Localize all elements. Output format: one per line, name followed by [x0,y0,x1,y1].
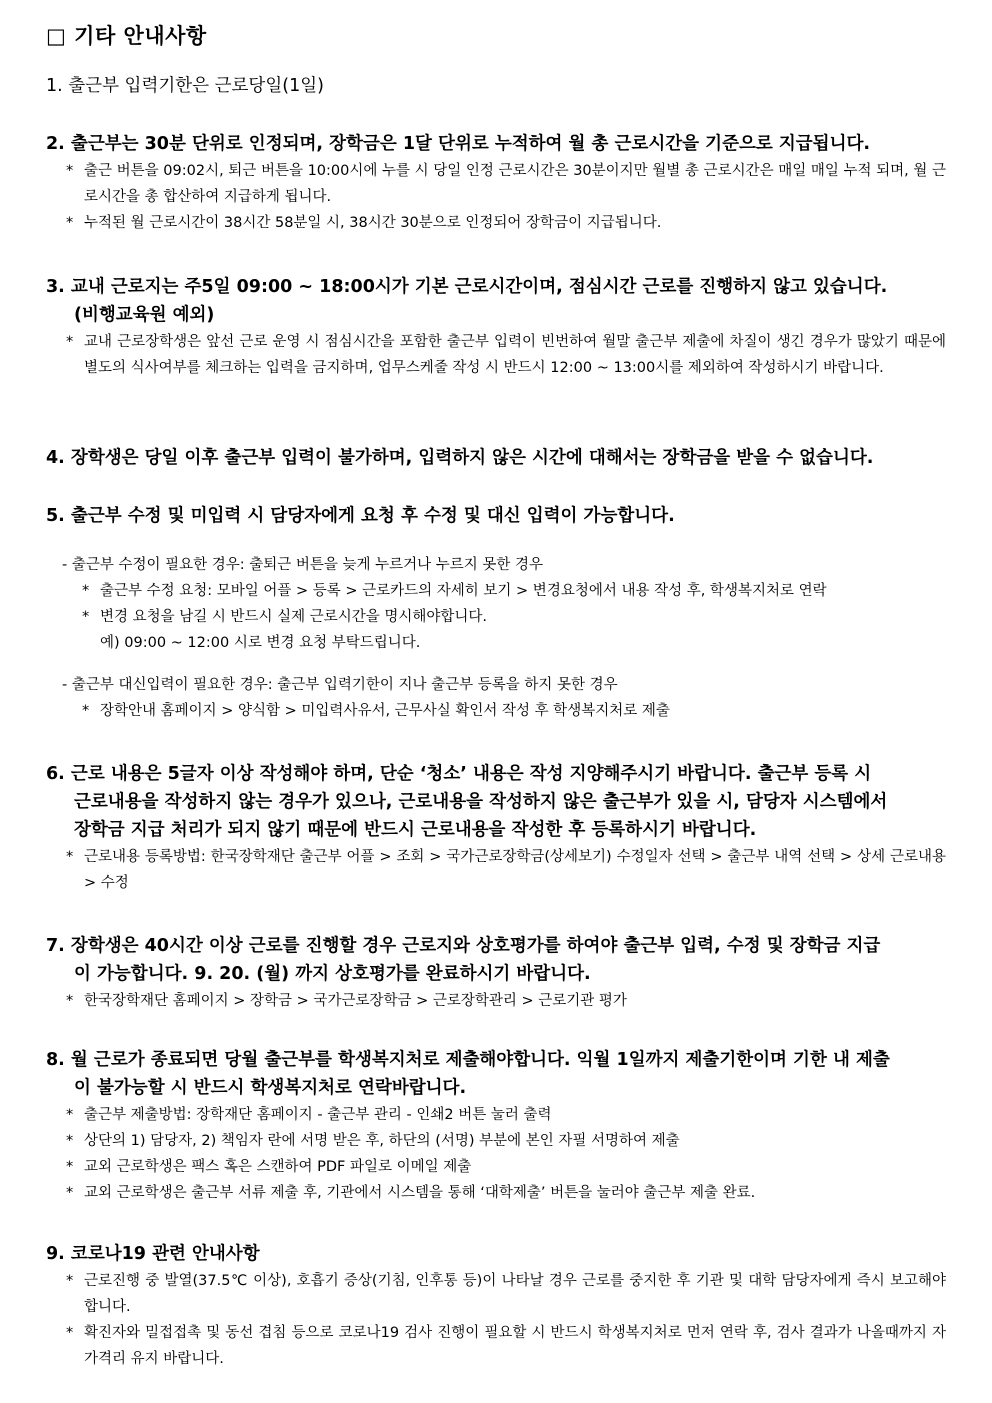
note-text: 출근 버튼을 09:02시, 퇴근 버튼을 10:00시에 누를 시 당일 인정 근로시간은 30분이지만 월별 총 근로시간은 매일 매일 누적 되며, 월 근로시간을 총 합산하여 지급하게 됩니다. [84,163,946,205]
note-text: 확진자와 밀접접촉 및 동선 겹침 등으로 코로나19 검사 진행이 필요할 시 반드시 학생복지처로 먼저 연락 후, 검사 결과가 나올때까지 자가격리 유지 바랍니다. [84,1325,946,1367]
note-text: 출근부 수정 요청: 모바일 어플 > 등록 > 근로카드의 자세히 보기 > 변경요청에서 내용 작성 후, 학생복지처로 연락 [100,583,827,599]
note [46,604,946,630]
section-1 [46,72,946,100]
section-2 [46,130,946,236]
bullet-icon: * [66,1273,74,1289]
note [46,1154,946,1180]
note-text: 상단의 1) 담당자, 2) 책임자 란에 서명 받은 후, 하단의 (서명) 부분에 본인 자필 서명하여 제출 [84,1133,680,1149]
section-9 [46,1240,946,1372]
section-6-heading-cont: 근로내용을 작성하지 않는 경우가 있으나, 근로내용을 작성하지 않은 출근부가 있을 시, 담당자 시스템에서 [74,792,888,812]
note [46,1180,946,1206]
note [46,210,946,236]
section-4-heading: 4. 장학생은 당일 이후 출근부 입력이 불가하며, 입력하지 않은 시간에 대해서는 장학금을 받을 수 없습니다. [46,448,874,468]
note [46,1128,946,1154]
section-6-heading-cont: 장학금 지급 처리가 되지 않기 때문에 반드시 근로내용을 작성한 후 등록하시기 바랍니다. [74,820,757,840]
note [46,1320,946,1372]
note [46,844,946,896]
note [46,578,946,604]
bullet-icon: * [66,334,74,350]
note-text: 근로진행 중 발열(37.5℃ 이상), 호흡기 증상(기침, 인후통 등)이 나타날 경우 근로를 중지한 후 기관 및 대학 담당자에게 즉시 보고해야합니다. [84,1273,946,1315]
section-8-heading: 8. 월 근로가 종료되면 당월 출근부를 학생복지처로 제출해야합니다. 익월 1일까지 제출기한이며 기한 내 제출 [46,1050,890,1070]
note-text: 교내 근로장학생은 앞선 근로 운영 시 점심시간을 포함한 출근부 입력이 빈번하여 월말 출근부 제출에 차질이 생긴 경우가 많았기 때문에 별도의 식사여부를 체크하는 입력을 금지하며, 업무스케줄 작성 시 반드시 12:00 ~ 13:00시를 제외하여 작성하시기 바랍니다. [84,334,946,376]
bullet-icon: * [66,993,74,1009]
section-6 [46,760,946,896]
note-text: 누적된 월 근로시간이 38시간 58분일 시, 38시간 30분으로 인정되어 장학금이 지급됩니다. [84,215,662,231]
bullet-icon: * [66,849,74,865]
bullet-icon: * [82,703,90,719]
section-2-heading: 2. 출근부는 30분 단위로 인정되며, 장학금은 1달 단위로 누적하여 월 총 근로시간을 기준으로 지급됩니다. [46,134,871,154]
section-5 [46,502,946,724]
bullet-icon: * [66,163,74,179]
section-3-heading-cont: (비행교육원 예외) [74,305,215,325]
bullet-icon: * [66,215,74,231]
note [46,329,946,381]
bullet-icon: * [66,1133,74,1149]
note [46,1102,946,1128]
bullet-icon: * [66,1325,74,1341]
bullet-icon: * [66,1159,74,1175]
note-text: 교외 근로학생은 팩스 혹은 스캔하여 PDF 파일로 이메일 제출 [84,1159,472,1175]
bullet-icon: * [66,1107,74,1123]
case-modify: - 출근부 수정이 필요한 경우: 출퇴근 버튼을 늦게 누르거나 누르지 못한 경우 [62,557,544,573]
section-8 [46,1046,946,1206]
example-text: 예) 09:00 ~ 12:00 시로 변경 요청 부탁드립니다. [100,635,421,651]
section-7 [46,932,946,1014]
bullet-icon: * [82,583,90,599]
section-1-heading: 1. 출근부 입력기한은 근로당일(1일) [46,76,324,96]
note [46,1268,946,1320]
page-title: □ 기타 안내사항 [46,24,207,48]
section-9-heading: 9. 코로나19 관련 안내사항 [46,1244,260,1264]
bullet-icon: * [82,609,90,625]
note-text: 교외 근로학생은 출근부 서류 제출 후, 기관에서 시스템을 통해 ‘대학제출’ 버튼을 눌러야 출근부 제출 완료. [84,1185,756,1201]
section-6-heading: 6. 근로 내용은 5글자 이상 작성해야 하며, 단순 ‘청소’ 내용은 작성 지양해주시기 바랍니다. 출근부 등록 시 [46,764,872,784]
section-7-heading: 7. 장학생은 40시간 이상 근로를 진행할 경우 근로지와 상호평가를 하여야 출근부 입력, 수정 및 장학금 지급 [46,936,881,956]
note-text: 변경 요청을 남길 시 반드시 실제 근로시간을 명시해야합니다. [100,609,488,625]
section-5-heading: 5. 출근부 수정 및 미입력 시 담당자에게 요청 후 수정 및 대신 입력이 가능합니다. [46,506,675,526]
note-text: 근로내용 등록방법: 한국장학재단 출근부 어플 > 조회 > 국가근로장학금(상세보기) 수정일자 선택 > 출근부 내역 선택 > 상세 근로내용 > 수정 [84,849,946,891]
section-8-heading-cont: 이 불가능할 시 반드시 학생복지처로 연락바랍니다. [74,1078,467,1098]
note-text: 출근부 제출방법: 장학재단 홈페이지 - 출근부 관리 - 인쇄2 버튼 눌러 출력 [84,1107,552,1123]
case-proxy-input: - 출근부 대신입력이 필요한 경우: 출근부 입력기한이 지나 출근부 등록을 하지 못한 경우 [62,677,618,693]
note [46,158,946,210]
note [46,698,946,724]
section-3 [46,273,946,381]
note-text: 한국장학재단 홈페이지 > 장학금 > 국가근로장학금 > 근로장학관리 > 근로기관 평가 [84,993,627,1009]
note [46,988,946,1014]
section-7-heading-cont: 이 가능합니다. 9. 20. (월) 까지 상호평가를 완료하시기 바랍니다. [74,964,591,984]
note-text: 장학안내 홈페이지 > 양식함 > 미입력사유서, 근무사실 확인서 작성 후 학생복지처로 제출 [100,703,670,719]
section-4 [46,444,946,472]
bullet-icon: * [66,1185,74,1201]
section-3-heading: 3. 교내 근로지는 주5일 09:00 ~ 18:00시가 기본 근로시간이며, 점심시간 근로를 진행하지 않고 있습니다. [46,277,888,297]
